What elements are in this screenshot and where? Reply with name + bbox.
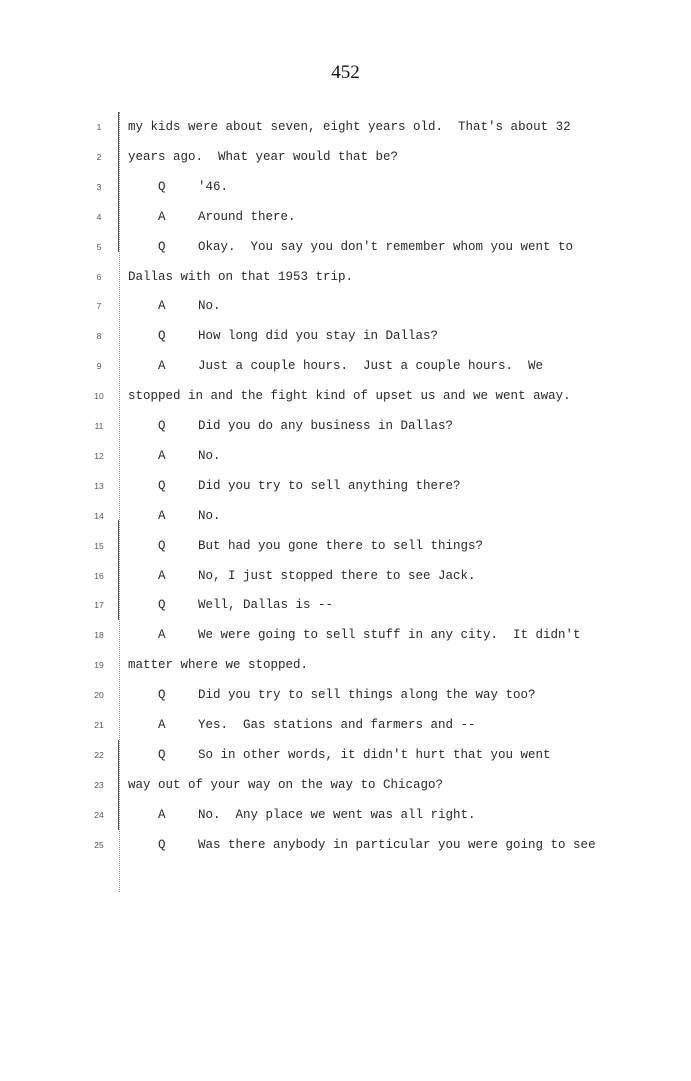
transcript-line [0, 446, 691, 466]
line-number: 8 [96, 331, 102, 342]
line-text: Just a couple hours. Just a couple hours. We [198, 359, 544, 374]
line-text: No. [198, 508, 221, 523]
line-number: 7 [96, 301, 102, 312]
line-text: Dallas with on that 1953 trip. [128, 269, 354, 284]
line-text: No, I just stopped there to see Jack. [198, 568, 476, 583]
line-text: How long did you stay in Dallas? [198, 329, 439, 344]
line-number: 22 [94, 749, 104, 760]
speaker-label: Q [158, 478, 166, 493]
line-number: 17 [94, 600, 104, 611]
line-text: We were going to sell stuff in any city. It didn't [198, 628, 581, 643]
line-number: 19 [94, 660, 104, 671]
line-text: my kids were about seven, eight years old. That's about 32 [128, 120, 571, 134]
transcript-line [0, 147, 691, 167]
line-text: Did you do any business in Dallas? [198, 419, 454, 433]
line-text: No. Any place we went was all right. [198, 807, 476, 822]
transcript-line [0, 745, 691, 765]
line-text: No. [198, 448, 221, 463]
line-number: 18 [94, 630, 104, 641]
page-number: 452 [331, 62, 360, 83]
line-text: But had you gone there to sell things? [198, 538, 484, 553]
transcript-line [0, 117, 691, 137]
line-number: 11 [94, 421, 104, 431]
speaker-label: Q [158, 239, 166, 254]
speaker-label: Q [158, 179, 166, 194]
line-number: 25 [94, 839, 104, 850]
transcript-line [0, 416, 691, 436]
speaker-label: A [158, 568, 166, 583]
line-text: No. [198, 299, 221, 314]
transcript-line [0, 296, 691, 316]
line-number: 2 [96, 151, 102, 162]
line-text: Did you try to sell anything there? [198, 478, 461, 493]
transcript-line [0, 805, 691, 825]
transcript-line [0, 595, 691, 615]
line-text: Around there. [198, 209, 296, 224]
transcript-line [0, 775, 691, 795]
transcript-line [0, 625, 691, 645]
line-number: 13 [94, 480, 104, 491]
speaker-label: A [158, 209, 166, 224]
line-number: 15 [94, 540, 104, 551]
line-text: Yes. Gas stations and farmers and -- [198, 718, 476, 732]
line-text: stopped in and the fight kind of upset us and we went away. [128, 389, 571, 404]
transcript-line [0, 386, 691, 406]
line-number: 16 [94, 570, 104, 581]
line-text: matter where we stopped. [128, 658, 309, 673]
transcript-line [0, 207, 691, 227]
line-number: 5 [96, 241, 102, 252]
transcript-line [0, 177, 691, 197]
transcript-line [0, 715, 691, 735]
transcript-line [0, 237, 691, 257]
line-number: 21 [94, 720, 104, 730]
speaker-label: Q [158, 688, 166, 703]
line-number: 24 [94, 809, 104, 820]
line-number: 4 [96, 211, 102, 222]
transcript-line [0, 835, 691, 855]
line-number: 10 [94, 391, 104, 402]
transcript-line [0, 267, 691, 287]
line-text: So in other words, it didn't hurt that you went [198, 747, 551, 762]
transcript-line [0, 536, 691, 556]
speaker-label: Q [158, 747, 166, 762]
line-text: years ago. What year would that be? [128, 149, 399, 164]
speaker-label: A [158, 359, 166, 374]
speaker-label: Q [158, 329, 166, 344]
line-text: Well, Dallas is -- [198, 598, 334, 613]
line-number: 23 [94, 779, 104, 790]
transcript-line [0, 655, 691, 675]
line-number: 9 [96, 361, 102, 372]
transcript-line [0, 476, 691, 496]
transcript-line [0, 506, 691, 526]
line-number: 20 [94, 690, 104, 701]
speaker-label: Q [158, 538, 166, 553]
line-number: 12 [94, 450, 104, 461]
speaker-label: A [158, 807, 166, 822]
speaker-label: Q [158, 837, 166, 852]
line-text: Okay. You say you don't remember whom you went to [198, 239, 574, 254]
transcript-line [0, 566, 691, 586]
line-number: 1 [96, 122, 102, 132]
speaker-label: A [158, 718, 166, 732]
transcript-line [0, 326, 691, 346]
transcript-line [0, 685, 691, 705]
speaker-label: A [158, 299, 166, 314]
line-text: '46. [198, 179, 229, 194]
speaker-label: A [158, 628, 166, 643]
line-number: 3 [96, 181, 102, 192]
line-number: 6 [96, 271, 102, 282]
speaker-label: A [158, 508, 166, 523]
line-text: way out of your way on the way to Chicago? [128, 777, 444, 792]
speaker-label: A [158, 448, 166, 463]
transcript-line [0, 356, 691, 376]
line-text: Was there anybody in particular you were going to see [198, 837, 596, 852]
speaker-label: Q [158, 419, 166, 433]
speaker-label: Q [158, 598, 166, 613]
line-number: 14 [94, 510, 104, 521]
line-text: Did you try to sell things along the way too? [198, 688, 536, 703]
